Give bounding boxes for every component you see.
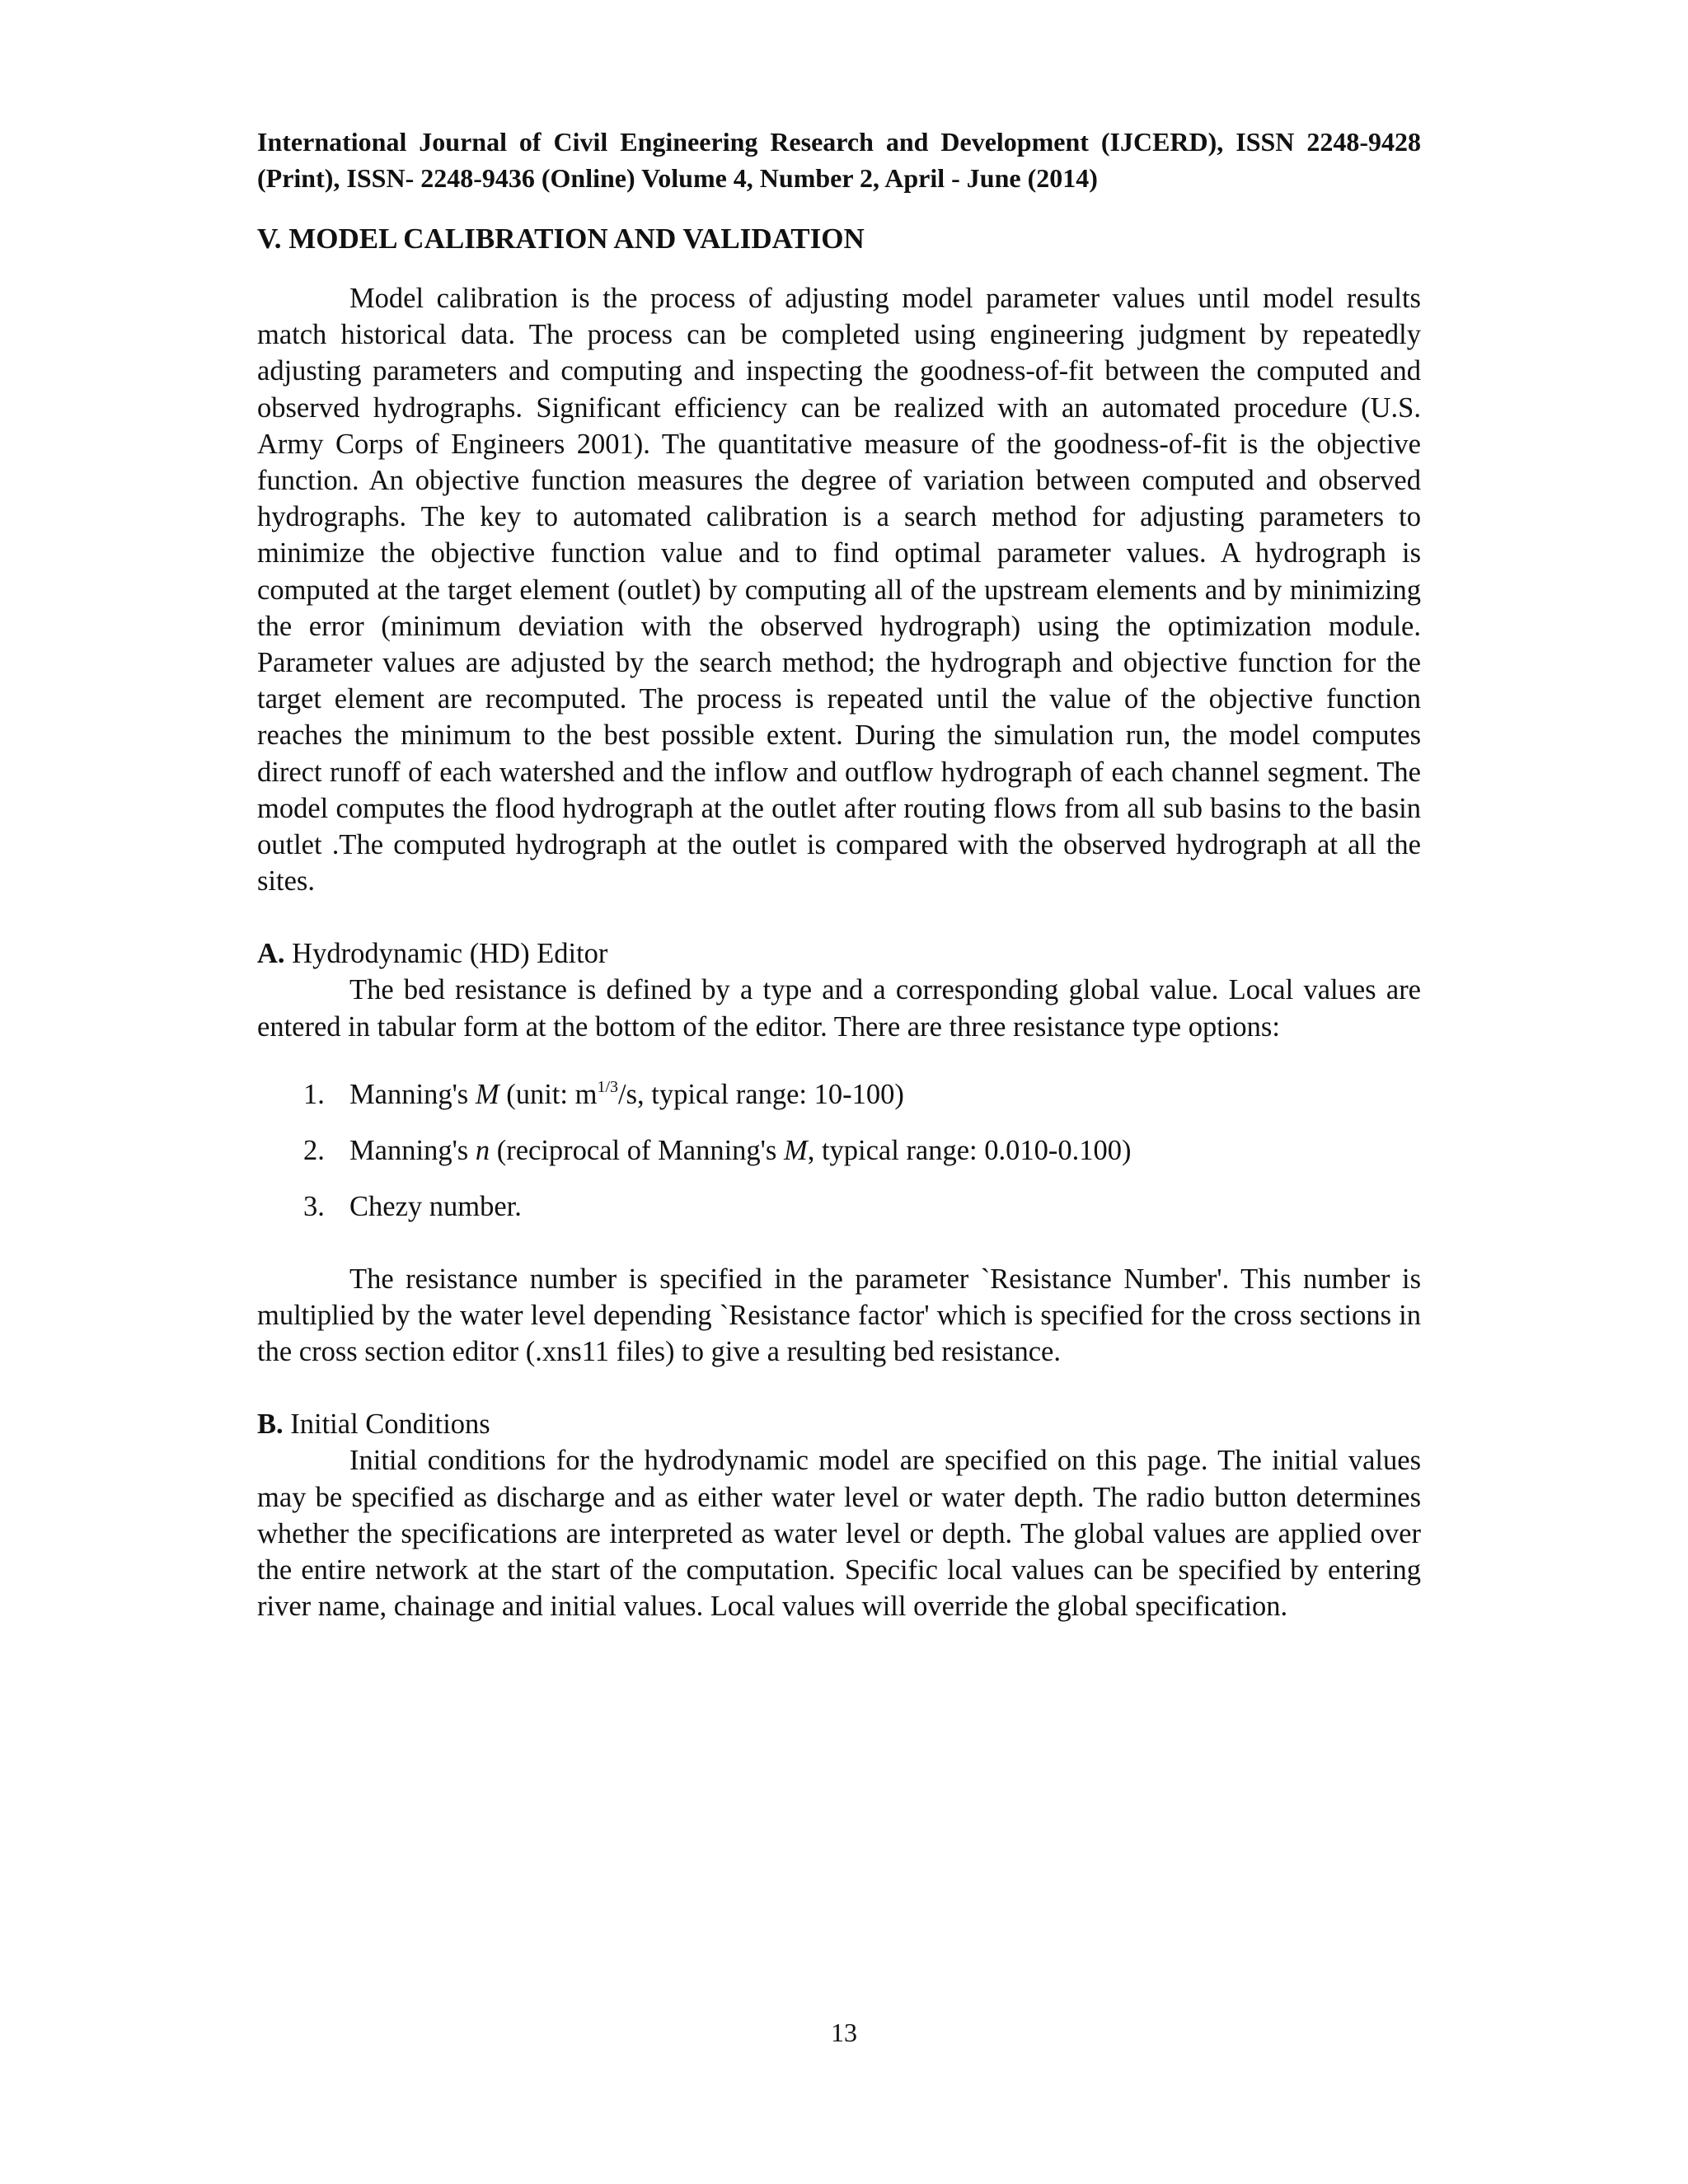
list-number: 2. <box>303 1134 325 1166</box>
resistance-number-paragraph: The resistance number is specified in the parameter `Resistance Number'. This number is multiplied by the water level depending `Resistance factor' which is specified for the cross sections in the cross section editor (.xns11 files) to give a resulting bed resistance. <box>257 1263 1421 1368</box>
subsection-a-letter: A. <box>257 938 285 970</box>
subsection-a-title: Hydrodynamic (HD) Editor <box>292 938 608 970</box>
list-number: 1. <box>303 1078 325 1110</box>
list-text: Chezy number. <box>349 1190 522 1222</box>
subsection-b-heading <box>257 1406 1421 1442</box>
page-content <box>257 124 1421 1624</box>
list-item <box>257 1188 1421 1225</box>
initial-conditions-paragraph: Initial conditions for the hydrodynamic model are specified on this page. The initial values may be specified as discharge and as either water level or water depth. The radio button determines whether the specifications are interpreted as water level or depth. The global values are applied over the entire network at the start of the computation. Specific local values can be specified by entering river name, chainage and initial values. Local values will override the global specification. <box>257 1445 1421 1623</box>
list-superscript: 1/3 <box>597 1077 618 1096</box>
page-number: 13 <box>831 2018 857 2047</box>
subsection-a-heading <box>257 935 1421 972</box>
list-text: Manning's <box>349 1078 476 1110</box>
list-item <box>257 1076 1421 1113</box>
section-heading: V. MODEL CALIBRATION AND VALIDATION <box>257 223 865 255</box>
list-item <box>257 1132 1421 1169</box>
list-text: , typical range: 0.010-0.100) <box>807 1134 1132 1166</box>
list-text: /s, typical range: 10-100) <box>618 1078 904 1110</box>
list-variable: M <box>783 1134 808 1166</box>
list-text: Manning's <box>349 1134 476 1166</box>
subsection-b-letter: B. <box>257 1408 284 1441</box>
calibration-paragraph: Model calibration is the process of adjusting model parameter values until model results match historical data. The process can be completed using engineering judgment by repeatedly adjusting parameters and computing and inspecting the goodness-of-fit between the computed and observed hydrographs. Significant efficiency can be realized with an automated procedure (U.S. Army Corps of Engineers 2001). The quantitative measure of the goodness-of-fit is the objective function. An objective function measures the degree of variation between computed and observed hydrographs. The key to automated calibration is a search method for adjusting parameters to minimize the objective function value and to find optimal parameter values. A hydrograph is computed at the target element (outlet) by computing all of the upstream elements and by minimizing the error (minimum deviation with the observed hydrograph) using the optimization module. Parameter values are adjusted by the search method; the hydrograph and objective function for the target element are recomputed. The process is repeated until the value of the objective function reaches the minimum to the best possible extent. During the simulation run, the model computes direct runoff of each watershed and the inflow and outflow hydrograph of each channel segment. The model computes the flood hydrograph at the outlet after routing flows from all sub basins to the basin outlet .The computed hydrograph at the outlet is compared with the observed hydrograph at all the sites. <box>257 283 1421 898</box>
resistance-type-list <box>257 1076 1421 1225</box>
subsection-b-title: Initial Conditions <box>290 1408 490 1441</box>
list-variable: M <box>475 1078 499 1110</box>
list-text: (reciprocal of Manning's <box>490 1134 784 1166</box>
list-variable: n <box>475 1134 490 1166</box>
list-text: (unit: m <box>499 1078 598 1110</box>
journal-header: International Journal of Civil Engineering Research and Development (IJCERD), ISSN 2248-9428 (Print), ISSN- 2248-9436 (Online) Volume 4, Number 2, April - June (2014) <box>257 127 1421 193</box>
hd-editor-paragraph: The bed resistance is defined by a type and a corresponding global value. Local values are entered in tabular form at the bottom of the editor. There are three resistance type options: <box>257 974 1421 1043</box>
list-number: 3. <box>303 1190 325 1222</box>
